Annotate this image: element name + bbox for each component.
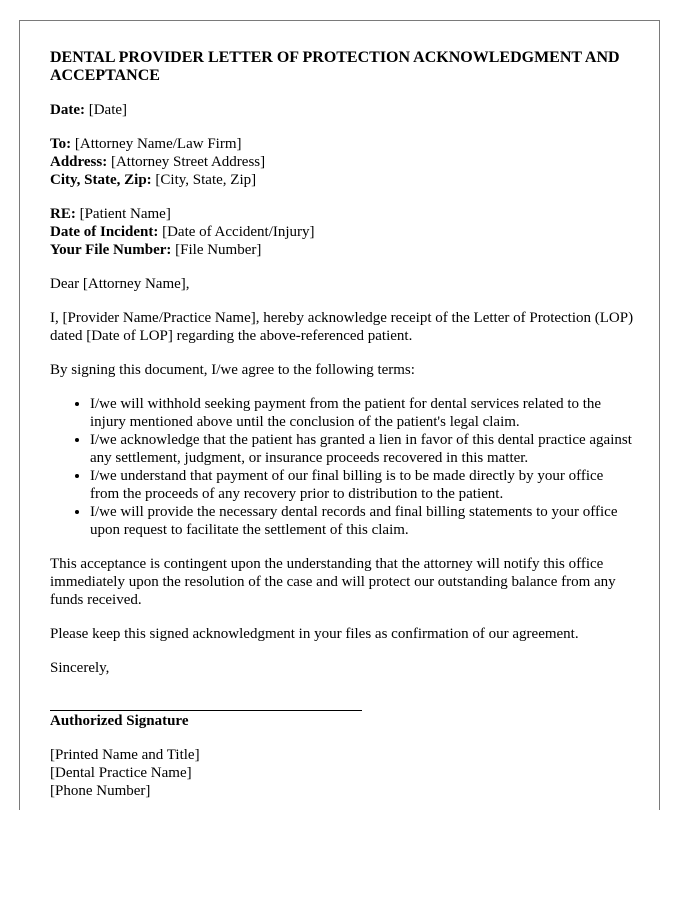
to-value: [Attorney Name/Law Firm]: [71, 136, 242, 152]
re-value: [Patient Name]: [75, 206, 171, 222]
file-number-value: [File Number]: [171, 242, 262, 258]
to-line: [50, 135, 635, 153]
re-line: [50, 205, 635, 223]
to-label: To:: [50, 136, 72, 152]
signature-label: Authorized Signature: [50, 713, 189, 729]
incident-label: Date of Incident:: [50, 224, 159, 240]
address-line: [50, 153, 635, 171]
signer-block: [50, 746, 635, 800]
intro-paragraph: I, [Provider Name/Practice Name], hereby acknowledge receipt of the Letter of Protection (LOP) dated [Date of LOP] regarding the above-referenced patient.: [50, 310, 634, 344]
file-number-line: [50, 241, 635, 259]
term-item: • I/we understand that payment of our final billing is to be made directly by your office from the proceeds of any recovery prior to distribution to the patient.: [90, 467, 635, 503]
date-label: Date:: [50, 102, 85, 118]
term-item: • I/we acknowledge that the patient has granted a lien in favor of this dental practice against any settlement, judgment, or insurance proceeds recovered in this matter.: [90, 431, 635, 467]
file-number-label: Your File Number:: [50, 242, 172, 258]
city-label: City, State, Zip:: [50, 172, 152, 188]
city-value: [City, State, Zip]: [151, 172, 257, 188]
date-line: [50, 101, 635, 119]
address-label: Address:: [50, 154, 108, 170]
date-value: [Date]: [84, 102, 128, 118]
address-value: [Attorney Street Address]: [107, 154, 266, 170]
reference-block: [50, 205, 635, 259]
contingency-paragraph: This acceptance is contingent upon the understanding that the attorney will notify this office immediately upon the resolution of the case and will protect our outstanding balance from any funds received.: [50, 556, 616, 608]
re-label: RE:: [50, 206, 76, 222]
city-line: [50, 171, 635, 189]
letter-title: DENTAL PROVIDER LETTER OF PROTECTION ACKNOWLEDGMENT AND ACCEPTANCE: [50, 49, 620, 84]
signer-phone: [Phone Number]: [50, 783, 151, 799]
signer-practice: [Dental Practice Name]: [50, 765, 192, 781]
terms-list: [50, 395, 635, 539]
salutation: Dear [Attorney Name],: [50, 276, 190, 292]
term-item: • I/we will withhold seeking payment from the patient for dental services related to the injury mentioned above until the conclusion of the patient's legal claim.: [90, 395, 635, 431]
incident-line: [50, 223, 635, 241]
keep-note: Please keep this signed acknowledgment in your files as confirmation of our agreement.: [50, 626, 579, 642]
term-item: • I/we will provide the necessary dental records and final billing statements to your office upon request to facilitate the settlement of this claim.: [90, 503, 635, 539]
letter-body: [50, 49, 635, 800]
letter-page: [19, 20, 660, 810]
signer-name-title: [Printed Name and Title]: [50, 747, 200, 763]
signature-line: [50, 710, 362, 711]
terms-intro: By signing this document, I/we agree to the following terms:: [50, 362, 415, 378]
recipient-block: [50, 135, 635, 189]
closing: Sincerely,: [50, 660, 110, 676]
incident-value: [Date of Accident/Injury]: [158, 224, 315, 240]
